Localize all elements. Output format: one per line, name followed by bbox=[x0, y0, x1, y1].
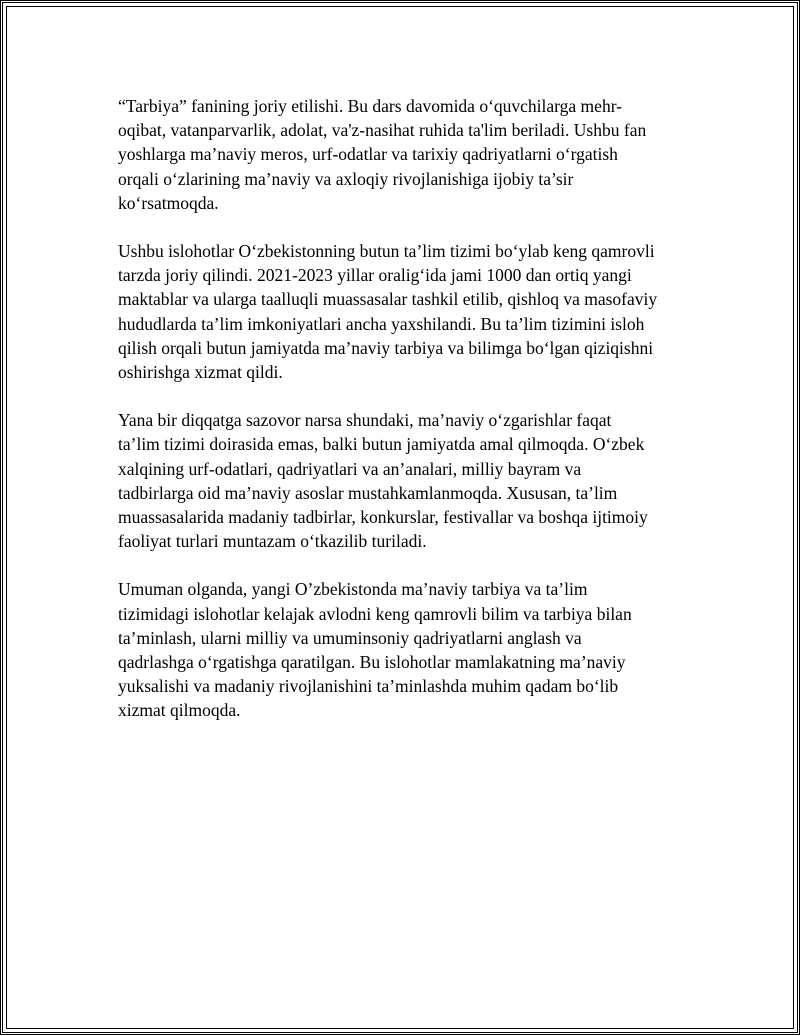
text-line: yoshlarga ma’naviy meros, urf-odatlar va tarixiy qadriyatlarni o‘rgatish bbox=[118, 144, 618, 165]
text-line: qilish orqali butun jamiyatda ma’naviy tarbiya va bilimga bo‘lgan qiziqishni bbox=[118, 337, 654, 358]
text-line: oshirishga xizmat qildi. bbox=[118, 362, 283, 383]
text-line: Ushbu islohotlar O‘zbekistonning butun ta’lim tizimi bo‘ylab keng qamrovli bbox=[118, 241, 655, 262]
text-line: xalqining urf-odatlari, qadriyatlari va an’analari, milliy bayram va bbox=[118, 458, 582, 479]
paragraph-2 bbox=[118, 239, 683, 384]
text-line: tadbirlarga oid ma’naviy asoslar mustahkamlanmoqda. Xususan, ta’lim bbox=[118, 482, 618, 503]
text-line: xizmat qilmoqda. bbox=[118, 700, 241, 721]
text-line: tarzda joriy qilindi. 2021-2023 yillar oralig‘ida jami 1000 dan ortiq yangi bbox=[118, 265, 632, 286]
text-line: yuksalishi va madaniy rivojlanishini ta’minlashda muhim qadam bo‘lib bbox=[118, 676, 619, 697]
text-line: ta’lim tizimi doirasida emas, balki butun jamiyatda amal qilmoqda. O‘zbek bbox=[118, 434, 645, 455]
text-line: ko‘rsatmoqda. bbox=[118, 192, 219, 213]
text-line: “Tarbiya” fanining joriy etilishi. Bu dars davomida o‘quvchilarga mehr- bbox=[118, 96, 622, 116]
text-line: orqali o‘zlarining ma’naviy va axloqiy rivojlanishiga ijobiy ta’sir bbox=[118, 168, 574, 189]
document-body bbox=[118, 94, 683, 747]
text-line: Umuman olganda, yangi O’zbekistonda ma’naviy tarbiya va ta’lim bbox=[118, 579, 588, 600]
text-line: qadrlashga o‘rgatishga qaratilgan. Bu islohotlar mamlakatning ma’naviy bbox=[118, 652, 626, 673]
paragraph-3 bbox=[118, 408, 683, 553]
text-line: Yana bir diqqatga sazovor narsa shundaki, ma’naviy o‘zgarishlar faqat bbox=[118, 410, 612, 431]
paragraph-4 bbox=[118, 577, 683, 722]
text-line: ta’minlash, ularni milliy va umuminsoniy qadriyatlarni anglash va bbox=[118, 627, 582, 648]
text-line: muassasalarida madaniy tadbirlar, konkurslar, festivallar va boshqa ijtimoiy bbox=[118, 507, 648, 528]
text-line: tizimidagi islohotlar kelajak avlodni keng qamrovli bilim va tarbiya bilan bbox=[118, 603, 632, 624]
text-line: faoliyat turlari muntazam o‘tkazilib turiladi. bbox=[118, 531, 427, 552]
text-line: maktablar va ularga taalluqli muassasalar tashkil etilib, qishloq va masofaviy bbox=[118, 289, 658, 310]
text-line: oqibat, vatanparvarlik, adolat, va'z-nasihat ruhida ta'lim beriladi. Ushbu fan bbox=[118, 120, 647, 141]
text-line: hududlarda ta’lim imkoniyatlari ancha yaxshilandi. Bu ta’lim tizimini isloh bbox=[118, 313, 645, 334]
paragraph-1 bbox=[118, 94, 683, 215]
